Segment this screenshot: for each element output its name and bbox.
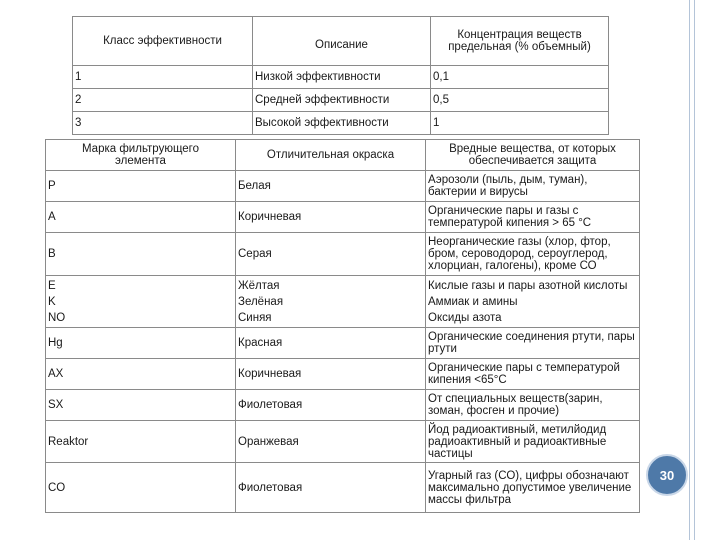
cell-brand: K	[48, 295, 56, 308]
table-row	[46, 202, 640, 233]
table-row	[46, 328, 640, 359]
table-row	[73, 112, 609, 135]
cell-color: Серая	[236, 233, 426, 276]
cell-substances: Оксиды азота	[428, 311, 502, 324]
cell-description: Высокой эффективности	[253, 112, 431, 135]
header-description: Описание	[253, 17, 431, 66]
cell-substances: Аэрозоли (пыль, дым, туман), бактерии и вирусы	[426, 171, 640, 202]
header-concentration: Концентрация веществ предельная (% объемный)	[431, 17, 609, 66]
slide-frame-line-inner	[694, 0, 695, 540]
cell-brand: CO	[46, 463, 236, 513]
cell-substances: Неорганические газы (хлор, фтор, бром, сероводород, сероуглерод, хлорциан, галогены), кроме СО	[426, 233, 640, 276]
table-row	[46, 463, 640, 513]
cell-substances: Органические пары с температурой кипения <65°С	[426, 359, 640, 390]
table-row	[73, 89, 609, 112]
cell-brand: Hg	[46, 328, 236, 359]
cell-color-group	[236, 276, 426, 328]
cell-brand: AX	[46, 359, 236, 390]
cell-description: Средней эффективности	[253, 89, 431, 112]
cell-description: Низкой эффективности	[253, 66, 431, 89]
cell-brand: E	[48, 279, 56, 292]
cell-concentration: 0,5	[431, 89, 609, 112]
header-color: Отличительная окраска	[236, 140, 426, 171]
header-efficiency-class: Класс эффективности	[73, 17, 253, 66]
table-header-row	[46, 140, 640, 171]
cell-color: Красная	[236, 328, 426, 359]
cell-class: 2	[73, 89, 253, 112]
table-row	[46, 233, 640, 276]
cell-substances-group	[426, 276, 640, 328]
cell-substances: Аммиак и амины	[428, 295, 518, 308]
cell-color: Коричневая	[236, 359, 426, 390]
cell-substances: От специальных веществ(зарин, зоман, фосген и прочие)	[426, 390, 640, 421]
table-row	[46, 171, 640, 202]
cell-color: Зелёная	[238, 295, 284, 308]
cell-substances: Йод радиоактивный, метилйодид радиоактивный и радиоактивные частицы	[426, 421, 640, 463]
header-filter-brand: Марка фильтрующего элемента	[46, 140, 236, 171]
header-substances: Вредные вещества, от которых обеспечивается защита	[426, 140, 640, 171]
cell-brand: A	[46, 202, 236, 233]
table-row	[73, 66, 609, 89]
cell-color: Фиолетовая	[236, 463, 426, 513]
cell-brand-group	[46, 276, 236, 328]
table-row-grouped	[46, 276, 640, 328]
efficiency-class-table	[72, 16, 609, 135]
cell-color: Синяя	[238, 311, 272, 324]
cell-substances: Органические соединения ртути, пары ртути	[426, 328, 640, 359]
cell-brand: B	[46, 233, 236, 276]
cell-brand: SX	[46, 390, 236, 421]
cell-color: Фиолетовая	[236, 390, 426, 421]
cell-color: Жёлтая	[238, 279, 280, 292]
cell-brand: P	[46, 171, 236, 202]
cell-color: Коричневая	[236, 202, 426, 233]
cell-color: Оранжевая	[236, 421, 426, 463]
cell-brand: NO	[48, 311, 66, 324]
table-row	[46, 359, 640, 390]
cell-concentration: 1	[431, 112, 609, 135]
table-header-row	[73, 17, 609, 66]
cell-substances: Угарный газ (СО), цифры обозначают максимально допустимое увеличение массы фильтра	[426, 463, 640, 513]
cell-brand: Reaktor	[46, 421, 236, 463]
cell-concentration: 0,1	[431, 66, 609, 89]
cell-substances: Органические пары и газы с температурой кипения > 65 °С	[426, 202, 640, 233]
slide-frame-line-outer	[689, 0, 690, 540]
table-row	[46, 421, 640, 463]
cell-class: 1	[73, 66, 253, 89]
cell-class: 3	[73, 112, 253, 135]
cell-substances: Кислые газы и пары азотной кислоты	[428, 279, 628, 292]
filter-element-table	[45, 139, 640, 513]
cell-color: Белая	[236, 171, 426, 202]
page-number-badge: 30	[646, 454, 688, 496]
table-row	[46, 390, 640, 421]
